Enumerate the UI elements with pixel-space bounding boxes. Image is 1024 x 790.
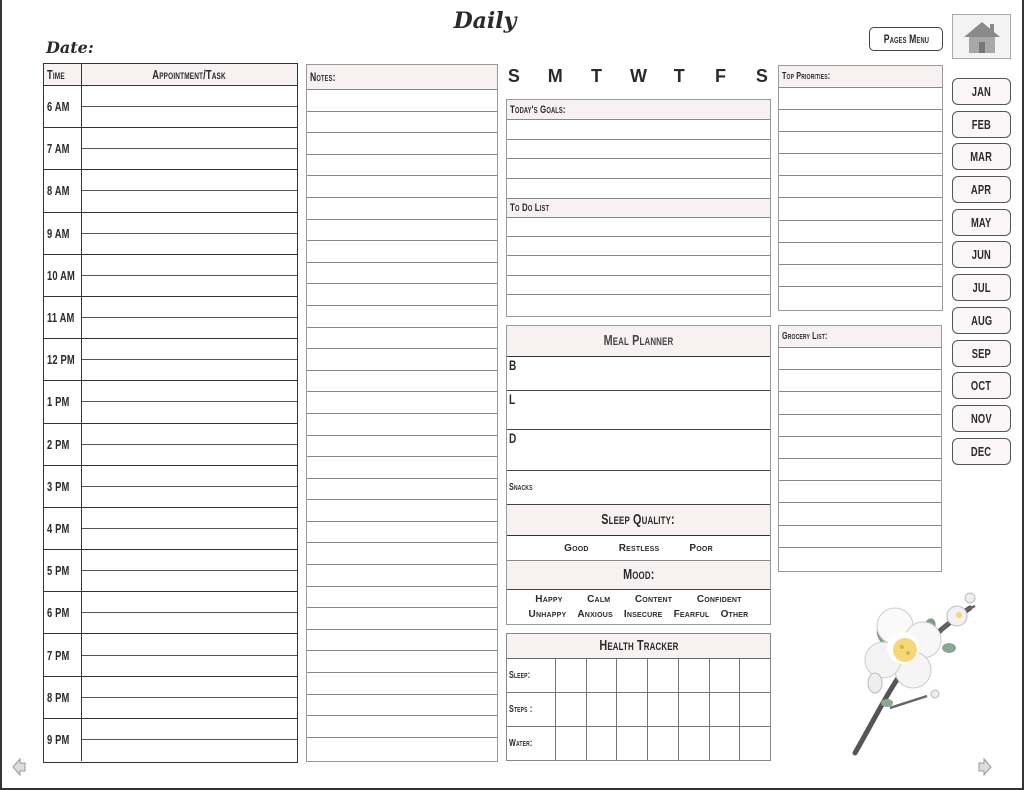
pages-menu-button[interactable]: Pages Menu [869,27,943,51]
notes-line[interactable] [307,371,497,393]
notes-line[interactable] [307,608,497,630]
task-line[interactable] [82,466,297,487]
task-line[interactable] [82,424,297,445]
task-line[interactable] [82,634,297,655]
task-line[interactable] [82,529,297,549]
task-field[interactable] [82,719,297,761]
month-button-oct[interactable]: OCT [952,372,1011,399]
task-line[interactable] [82,255,297,276]
meal-snacks-row[interactable]: Snacks [507,471,770,505]
mood-option-happy[interactable]: Happy [535,594,563,605]
task-field[interactable] [82,339,297,380]
priority-line[interactable] [779,265,942,287]
schedule-header [44,64,297,86]
schedule-row [44,128,297,170]
notes-line[interactable] [307,263,497,285]
notes-line[interactable] [307,414,497,436]
schedule-row [44,381,297,423]
health-cell[interactable] [710,693,741,726]
notes-line[interactable] [307,176,497,198]
task-line[interactable] [82,550,297,571]
sleep-quality-options [507,536,770,561]
grocery-line[interactable] [779,481,941,503]
grocery-line[interactable] [779,348,941,370]
health-cell[interactable] [648,659,679,692]
task-line[interactable] [82,234,297,254]
time-slot-label: 7 PM [44,634,82,675]
priority-line[interactable] [779,110,942,132]
meal-dinner-row[interactable]: D [507,430,770,471]
notes-line[interactable] [307,695,497,717]
schedule-row [44,424,297,466]
health-cell[interactable] [679,659,710,692]
todo-label: To Do List [510,202,550,214]
task-field[interactable] [82,508,297,549]
health-cell[interactable] [587,693,618,726]
notes-line[interactable] [307,392,497,414]
flower-decoration-icon [845,588,985,760]
grocery-line[interactable] [779,548,941,570]
health-cell[interactable] [740,727,770,761]
health-cell[interactable] [617,659,648,692]
time-slot-label: 9 PM [44,719,82,761]
task-line[interactable] [82,740,297,761]
priority-line[interactable] [779,154,942,176]
weekday-6[interactable]: S [755,66,769,86]
grocery-list-box [778,325,942,572]
schedule-row [44,255,297,297]
goal-line[interactable] [507,140,770,160]
schedule-row [44,170,297,212]
priority-line[interactable] [779,176,942,198]
date-label: Date: [46,38,94,57]
time-slot-label: 8 PM [44,677,82,718]
time-slot-label: 9 AM [44,213,82,254]
time-slot-label: 1 PM [44,381,82,422]
notes-line[interactable] [307,133,497,155]
mood-option-calm[interactable]: Calm [587,594,611,605]
task-field[interactable] [82,213,297,254]
health-cell[interactable] [556,727,587,761]
health-cell[interactable] [556,659,587,692]
health-cell[interactable] [679,727,710,761]
weekday-5[interactable]: F [715,66,727,86]
month-button-sep[interactable]: SEP [952,340,1011,367]
priority-line[interactable] [779,198,942,220]
todo-line[interactable] [507,218,770,237]
month-button-apr[interactable]: APR [952,176,1011,203]
health-cell[interactable] [648,693,679,726]
notes-line[interactable] [307,587,497,609]
schedule-row [44,339,297,381]
health-cell[interactable] [740,659,770,692]
notes-line[interactable] [307,500,497,522]
grocery-line[interactable] [779,370,941,392]
notes-line[interactable] [307,457,497,479]
health-cell[interactable] [710,727,741,761]
notes-box [306,64,498,762]
page-title: Daily [453,8,517,34]
notes-line[interactable] [307,220,497,242]
task-line[interactable] [82,677,297,698]
health-tracker-title: Health Tracker [598,637,679,654]
weekday-selector [506,66,770,92]
health-row [507,693,770,727]
health-row-label: Steps : [507,693,556,726]
notes-line[interactable] [307,112,497,134]
time-slot-label: 4 PM [44,508,82,549]
task-field[interactable] [82,170,297,211]
health-cell[interactable] [587,659,618,692]
task-line[interactable] [82,698,297,718]
top-priorities-label: Top Priorities: [782,71,831,82]
schedule-row [44,634,297,676]
time-slot-label: 6 AM [44,86,82,127]
weekday-1[interactable]: M [547,66,563,86]
health-cell[interactable] [617,727,648,761]
notes-line[interactable] [307,565,497,587]
mood-option-content[interactable]: Content [634,594,673,605]
arrow-left-icon[interactable] [12,756,26,778]
time-slot-label: 6 PM [44,592,82,633]
health-cell[interactable] [587,727,618,761]
grocery-line[interactable] [779,503,941,525]
schedule-row [44,86,297,128]
task-field[interactable] [82,634,297,675]
time-slot-label: 3 PM [44,466,82,507]
meal-breakfast-row[interactable]: B [507,357,770,391]
month-button-nov[interactable]: NOV [952,405,1011,432]
goals-todo-box [506,99,771,317]
schedule-row [44,719,297,761]
task-field[interactable] [82,128,297,169]
task-line[interactable] [82,719,297,741]
notes-line[interactable] [307,328,497,350]
meal-lunch-row[interactable]: L [507,391,770,430]
mood-option-confident[interactable]: Confident [696,594,742,605]
task-line[interactable] [82,191,297,211]
notes-line[interactable] [307,155,497,177]
priority-line[interactable] [779,287,942,309]
month-button-feb[interactable]: FEB [952,111,1011,138]
notes-line[interactable] [307,716,497,738]
weekday-4[interactable]: T [673,66,685,86]
month-button-aug[interactable]: AUG [952,307,1011,334]
task-field[interactable] [82,424,297,465]
notes-line[interactable] [307,198,497,220]
task-field[interactable] [82,592,297,633]
task-field[interactable] [82,550,297,591]
priority-line[interactable] [779,243,942,265]
home-icon [962,20,1002,54]
task-line[interactable] [82,170,297,191]
notes-label: Notes: [310,70,336,84]
notes-line[interactable] [307,630,497,652]
notes-line[interactable] [307,543,497,565]
weekday-0[interactable]: S [507,66,521,86]
task-column-header: Appointment/Task [152,67,227,82]
time-slot-label: 11 AM [44,297,82,338]
mood-option-other[interactable]: Other [720,609,749,620]
task-line[interactable] [82,508,297,529]
task-line[interactable] [82,318,297,338]
grocery-list-label: Grocery List: [782,331,828,342]
task-line[interactable] [82,86,297,107]
goal-line[interactable] [507,159,770,179]
health-cell[interactable] [648,727,679,761]
task-line[interactable] [82,339,297,360]
priority-line[interactable] [779,221,942,243]
health-cell[interactable] [740,693,770,726]
schedule-row [44,550,297,592]
month-button-mar[interactable]: MAR [952,143,1011,170]
task-field[interactable] [82,466,297,507]
mood-options-row-2 [507,607,770,622]
notes-line[interactable] [307,479,497,501]
weekday-3[interactable]: W [629,66,648,86]
mood-option-unhappy[interactable]: Unhappy [528,609,567,620]
priority-line[interactable] [779,132,942,154]
task-field[interactable] [82,677,297,718]
meal-planner [506,325,771,625]
mood-options-row-1 [507,592,770,607]
task-line[interactable] [82,107,297,127]
weekday-2[interactable]: T [591,66,603,86]
task-line[interactable] [82,402,297,422]
home-button[interactable] [952,14,1011,59]
task-line[interactable] [82,213,297,234]
goal-line[interactable] [507,179,770,199]
mood-option-anxious[interactable]: Anxious [577,609,613,620]
notes-line[interactable] [307,738,497,760]
time-slot-label: 7 AM [44,128,82,169]
health-cell[interactable] [617,693,648,726]
schedule-row [44,297,297,339]
health-cell[interactable] [556,693,587,726]
health-cell[interactable] [679,693,710,726]
grocery-line[interactable] [779,415,941,437]
month-button-jun[interactable]: JUN [952,241,1011,268]
time-slot-label: 2 PM [44,424,82,465]
notes-line[interactable] [307,306,497,328]
todo-line[interactable] [507,295,770,314]
month-nav [952,78,1011,470]
task-line[interactable] [82,613,297,633]
task-line[interactable] [82,571,297,591]
schedule-row [44,213,297,255]
health-row [507,659,770,693]
task-line[interactable] [82,381,297,402]
sleep-option-good[interactable]: Good [564,542,589,554]
schedule-row [44,677,297,719]
goal-line[interactable] [507,120,770,140]
task-line[interactable] [82,487,297,507]
task-line[interactable] [82,592,297,613]
schedule-row [44,508,297,550]
meal-planner-title: Meal Planner [603,332,674,349]
grocery-line[interactable] [779,459,941,481]
notes-line[interactable] [307,522,497,544]
notes-line[interactable] [307,284,497,306]
month-button-jan[interactable]: JAN [952,78,1011,105]
todo-line[interactable] [507,276,770,295]
health-row [507,727,770,761]
mood-option-insecure[interactable]: Insecure [623,609,663,620]
time-column-header: Time [47,67,65,82]
goals-label: Today's Goals: [510,103,566,116]
priority-line[interactable] [779,88,942,110]
notes-line[interactable] [307,436,497,458]
time-slot-label: 12 PM [44,339,82,380]
notes-line[interactable] [307,651,497,673]
task-field[interactable] [82,381,297,422]
task-line[interactable] [82,149,297,169]
notes-line[interactable] [307,673,497,695]
health-cell[interactable] [710,659,741,692]
task-field[interactable] [82,86,297,127]
task-line[interactable] [82,276,297,296]
todo-line[interactable] [507,237,770,256]
task-field[interactable] [82,255,297,296]
task-line[interactable] [82,128,297,149]
grocery-line[interactable] [779,437,941,459]
notes-line[interactable] [307,349,497,371]
sleep-quality-title: Sleep Quality: [601,511,676,528]
schedule-table [43,63,298,763]
time-slot-label: 8 AM [44,170,82,211]
notes-line[interactable] [307,90,497,112]
time-slot-label: 10 AM [44,255,82,296]
task-line[interactable] [82,656,297,676]
month-button-dec[interactable]: DEC [952,438,1011,465]
sleep-option-poor[interactable]: Poor [689,542,713,554]
month-button-may[interactable]: MAY [952,209,1011,236]
schedule-row [44,592,297,634]
task-line[interactable] [82,297,297,318]
task-line[interactable] [82,360,297,380]
task-line[interactable] [82,445,297,465]
grocery-line[interactable] [779,392,941,414]
health-tracker [506,633,771,761]
mood-option-fearful[interactable]: Fearful [673,609,710,620]
sleep-option-restless[interactable]: Restless [618,542,660,554]
mood-title: Mood: [622,566,655,583]
grocery-line[interactable] [779,526,941,548]
health-row-label: Sleep: [507,659,556,692]
schedule-row [44,466,297,508]
top-priorities-box [778,65,943,311]
month-button-jul[interactable]: JUL [952,274,1011,301]
time-slot-label: 5 PM [44,550,82,591]
notes-line[interactable] [307,241,497,263]
todo-line[interactable] [507,256,770,275]
health-row-label: Water: [507,727,556,761]
task-field[interactable] [82,297,297,338]
